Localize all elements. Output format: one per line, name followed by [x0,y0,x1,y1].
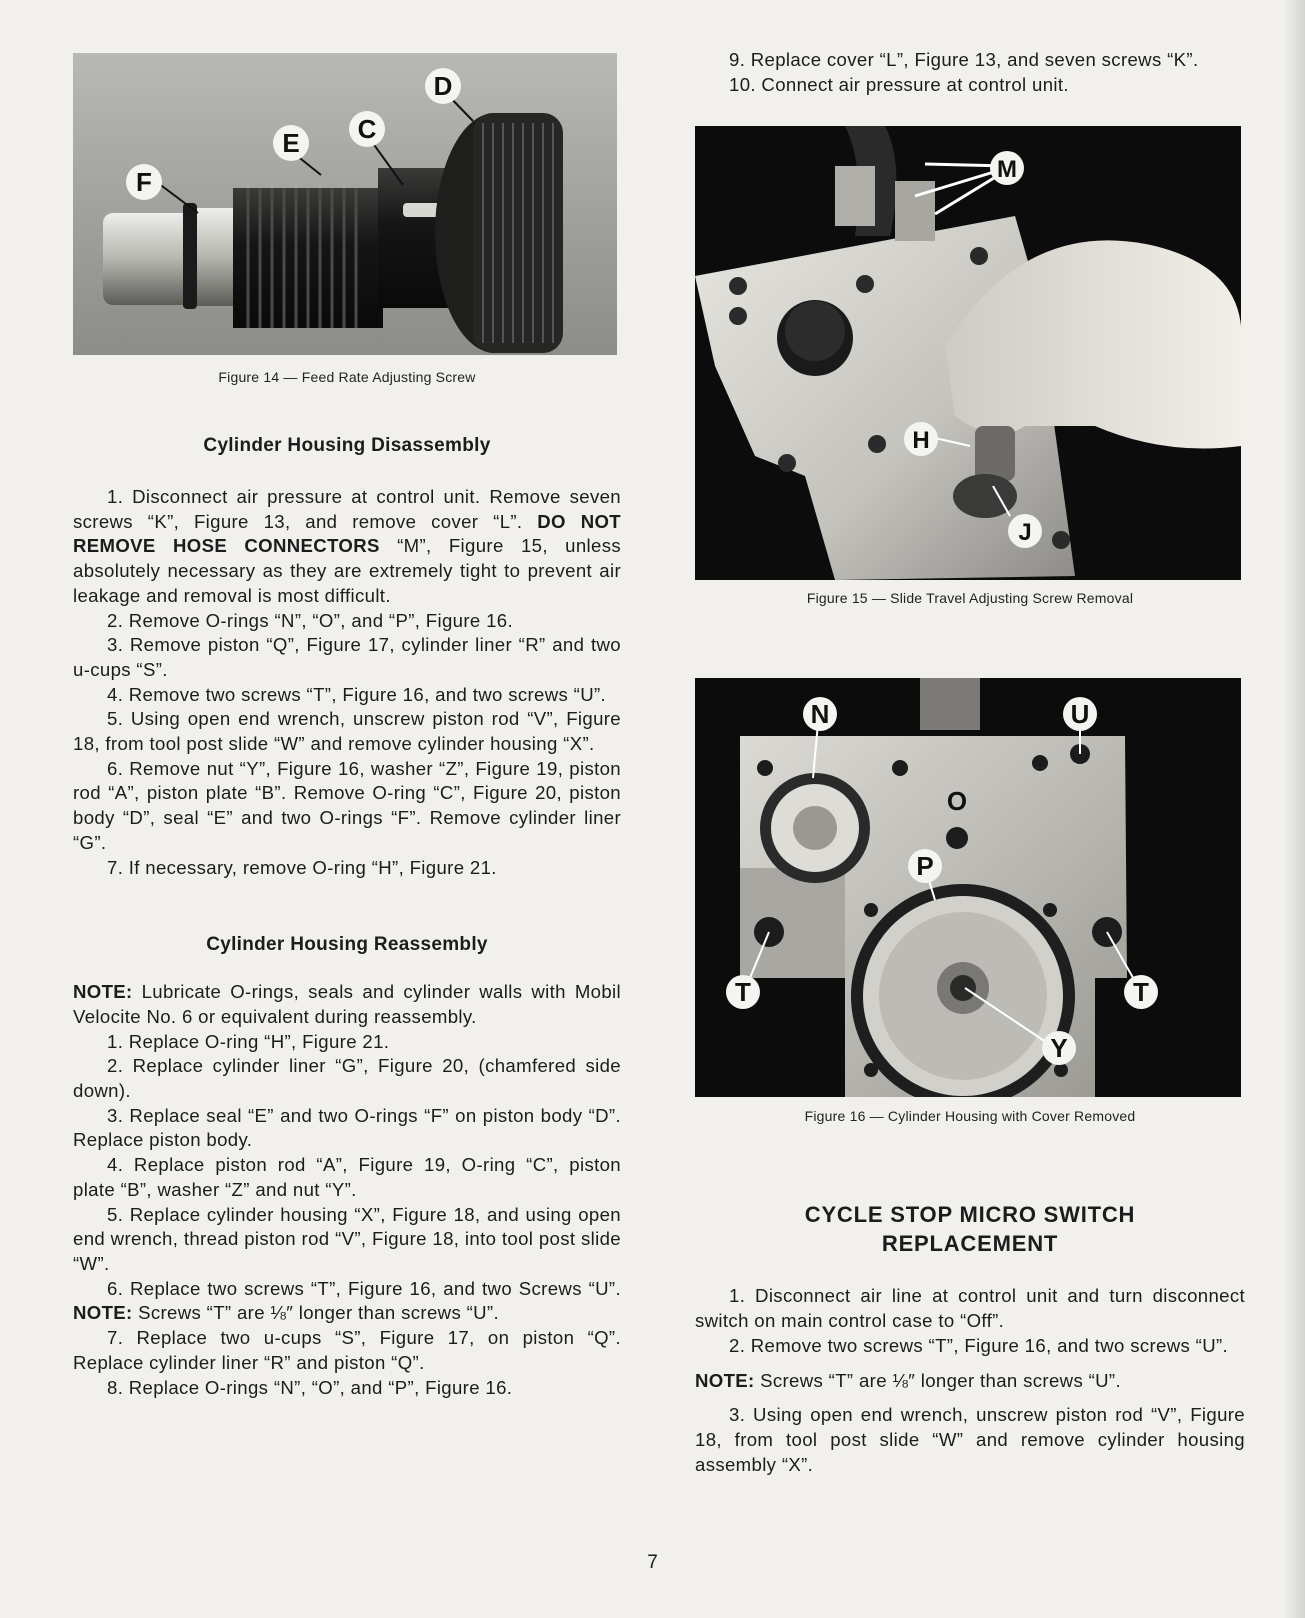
micro-switch-step-2: 2. Remove two screws “T”, Figure 16, and two screws “U”. [729,1334,1229,1356]
reassembly-step: 1. Replace O-ring “H”, Figure 21. [107,1030,390,1052]
fig14-label-c: C [357,114,377,144]
micro-switch-title-line1: CYCLE STOP MICRO SWITCH [804,1202,1136,1228]
reassembly-step-9: 9. Replace cover “L”, Figure 13, and seven screws “K”. [729,49,1199,70]
page-number: 7 [647,1552,658,1573]
reassembly-step: 2. Replace cylinder liner “G”, Figure 20, (chamfered side down). [73,1055,621,1102]
figure-15-caption: Figure 15 — Slide Travel Adjusting Screw Removal [806,590,1134,607]
disassembly-step: 2. Remove O-rings “N”, “O”, and “P”, Figure 16. [107,609,513,631]
fig16-label-y: Y [1050,1033,1068,1064]
fig14-label-f: F [136,167,152,197]
disassembly-step: 7. If necessary, remove O-ring “H”, Figure 21. [107,856,497,878]
fig16-label-t-right: T [1133,977,1149,1008]
disassembly-steps [73,485,621,880]
disassembly-step: 5. Using open end wrench, unscrew piston rod “V”, Figure 18, from tool post slide “W” and remove cylinder housing “X”. [73,708,621,755]
reassembly-step-6: 6. Replace two screws “T”, Figure 16, and two Screws “U”. NOTE: Screws “T” are ⅛″ longer than screws “U”. [73,1277,621,1324]
reassembly-step: 5. Replace cylinder housing “X”, Figure 18, and using open end wrench, thread piston rod “V”, Figure 18, into tool post slide “W”. [73,1203,621,1274]
disassembly-step: 3. Remove piston “Q”, Figure 17, cylinder liner “R” and two u-cups “S”. [73,634,621,680]
micro-switch-step-1: 1. Disconnect air line at control unit and turn disconnect switch on main control case to “Off”. [695,1285,1245,1332]
note-label: NOTE: [695,1369,755,1391]
page-edge-shadow [1283,0,1305,1618]
disassembly-step-1: 1. Disconnect air pressure at control unit. Remove seven screws “K”, Figure 13, and remove cover “L”. DO NOT REMOVE HOSE CONNECTORS “M”, Figure 15, unless absolutely necessary as they are extremely tight to prevent air leakage and removal is most difficult. [73,486,621,606]
figure-15-photo [695,126,1241,580]
reassembly-step-10: 10. Connect air pressure at control unit. [729,73,1069,95]
left-column [73,48,621,1400]
fig15-label-m: M [997,156,1017,184]
note-label: NOTE: [73,1302,133,1324]
micro-switch-title-line2: REPLACEMENT [881,1231,1059,1257]
fig16-label-o: O [946,786,968,817]
disassembly-step: 4. Remove two screws “T”, Figure 16, and two screws “U”. [107,683,607,705]
reassembly-step: 3. Replace seal “E” and two O-rings “F” on piston body “D”. Replace piston body. [73,1104,621,1151]
fig16-label-n: N [810,699,830,730]
reassembly-heading: Cylinder Housing Reassembly [206,934,488,956]
reassembly-step: 4. Replace piston rod “A”, Figure 19, O-ring “C”, piston plate “B”, washer “Z” and nut “Y”. [73,1154,621,1200]
reassembly-step: 8. Replace O-rings “N”, “O”, and “P”, Figure 16. [107,1376,513,1398]
warning-bold: DO NOT REMOVE HOSE CONNECTORS [73,510,621,557]
note-label: NOTE: [73,981,133,1003]
fig16-label-t-left: T [735,977,751,1008]
reassembly-note: NOTE: Lubricate O-rings, seals and cylinder walls with Mobil Velocite No. 6 or equivalent during reassembly. [73,981,621,1027]
figure-16-caption: Figure 16 — Cylinder Housing with Cover Removed [804,1108,1136,1125]
figure-14-caption: Figure 14 — Feed Rate Adjusting Screw [218,369,476,385]
fig16-label-p: P [916,851,934,882]
fig14-label-d: D [433,71,453,101]
disassembly-step: 6. Remove nut “Y”, Figure 16, washer “Z”, Figure 19, piston rod “A”, piston plate “B”. Remove O-ring “C”, Figure 20, piston body “D”, seal “E” and two O-rings “F”. Remove cylinder liner “G”. [73,757,621,853]
micro-switch-note: NOTE: Screws “T” are ⅛″ longer than screws “U”. [695,1369,1121,1391]
micro-switch-steps [695,1284,1245,1477]
micro-switch-heading [695,1200,1245,1258]
disassembly-heading: Cylinder Housing Disassembly [203,435,491,456]
figure-16-photo [695,678,1241,1097]
fig15-label-h: H [912,427,930,455]
reassembly-step: 7. Replace two u-cups “S”, Figure 17, on piston “Q”. Replace cylinder liner “R” and piston “Q”. [73,1327,621,1373]
figure-14-photo [73,53,617,355]
reassembly-steps [73,980,621,1400]
micro-switch-step-3: 3. Using open end wrench, unscrew piston rod “V”, Figure 18, from tool post slide “W” and remove cylinder housing assembly “X”. [695,1404,1245,1475]
fig14-label-e: E [282,128,300,158]
fig16-label-u: U [1070,699,1090,730]
right-column [695,48,1245,1477]
fig15-label-j: J [1018,519,1032,547]
